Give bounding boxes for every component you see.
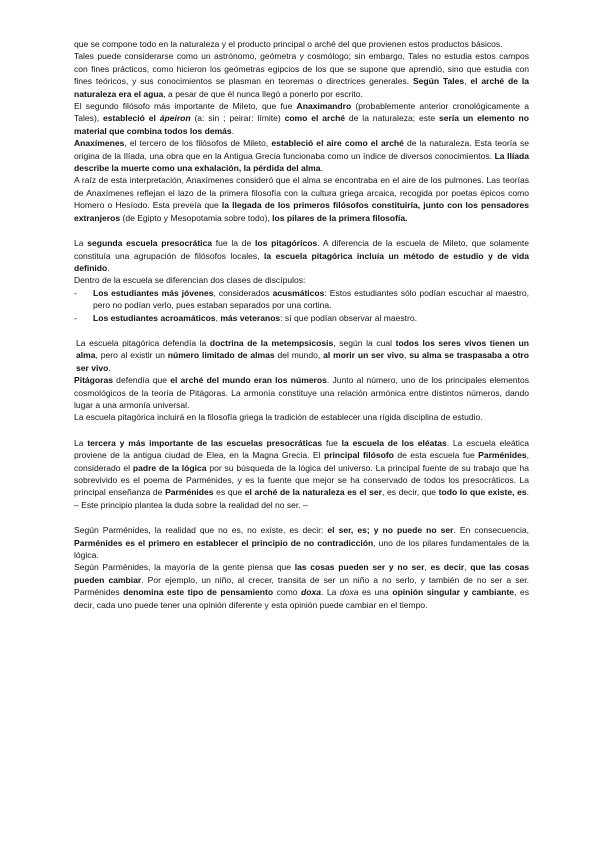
bold-text: Parménides	[165, 487, 214, 498]
text-run: Tales puede considerarse como un astrónomo, geómetra y cosmólogo; sin embargo, Tales no estudia estos campos con fines prácticos, como hicieron los geómetras egipcios de los que se supone que aprendió, sino que estudia con fines teóricos, y sus conocimientos se plasman en teoremas o directrices generales.	[74, 51, 529, 87]
text-run: que se compone todo en la naturaleza y el producto principal o arché del que provienen estos productos básicos.	[74, 39, 503, 49]
bold-text: La Ilíada describe la muerte como una exhalación, la pérdida del alma	[74, 150, 529, 174]
paragraph-anaximander	[74, 100, 529, 137]
text-run: . A diferencia de la escuela de Mileto, que solamente constituía una agrupación de filósofos locales,	[74, 238, 529, 261]
bold-text: los pitagóricos	[255, 238, 318, 249]
list-dash: -	[74, 287, 77, 298]
bold-text: Los estudiantes acroamáticos	[93, 312, 216, 323]
bold-text: todo lo que existe, es	[438, 487, 527, 498]
bold-text: la escuela de los eléatas	[341, 437, 447, 448]
text-run: es que	[213, 487, 245, 498]
text-run: ,	[215, 312, 221, 323]
bold-text: el arché de la naturaleza era el agua	[74, 76, 529, 99]
paragraph-thales-intro-end	[74, 38, 529, 50]
text-run: (a: sin ; peirar: límite)	[190, 113, 285, 124]
text-run: La	[74, 238, 88, 249]
text-run: La	[74, 437, 88, 448]
bold-text: el ser, es; y no puede no ser	[327, 525, 454, 536]
bold-text: doctrina de la metempsicosis	[209, 337, 334, 348]
bold-text: la escuela pitagórica incluía un método de estudio y de vida definido	[74, 250, 529, 273]
list-item-acroamaticos	[74, 312, 529, 324]
bold-text: padre de la lógica	[132, 462, 207, 473]
text-run: defendía que	[112, 375, 171, 386]
text-run: Según Parménides, la realidad que no es, no existe, es decir:	[74, 525, 328, 536]
bold-text: estableció el	[103, 113, 160, 124]
text-run: es una	[358, 587, 393, 598]
paragraph-anaximenes-soul	[74, 174, 529, 224]
paragraph-metempsychosis	[74, 337, 529, 374]
bold-text: tercera y más importante de las escuelas presocráticas	[87, 437, 323, 448]
text-run: El segundo filósofo más importante de Mileto, que fue	[74, 101, 297, 112]
bold-text: el arché de la naturaleza es el ser	[244, 487, 382, 498]
text-run: (de Egipto y Mesopotamia sobre todo),	[120, 212, 273, 223]
text-run: de la naturaleza. Esta teoría se origina de la Ilíada, una obra que en la Antigua Grecia funcionaba como un índice de diversos conocimientos.	[74, 138, 529, 161]
paragraph-pythagorean-discipline	[74, 411, 529, 423]
text-run: ,	[403, 350, 410, 361]
paragraph-anaximenes	[74, 137, 529, 174]
paragraph-parmenides-being	[74, 524, 529, 561]
text-run: , considerados	[213, 287, 273, 298]
bold-text: Según Tales	[412, 76, 465, 87]
text-run: Dentro de la escuela se diferencian dos clases de discípulos:	[74, 275, 306, 286]
bold-text: el arché del mundo eran los números	[170, 375, 327, 386]
bold-text: todos los seres vivos tienen un alma	[76, 337, 529, 361]
text-run: . Por ejemplo, un niño, al crecer, transita de ser un niño a no serlo, y también de no ser a ser. Parménides	[74, 574, 529, 598]
bold-text: sería un elemento no material que combina todos los demás	[74, 113, 529, 136]
text-run: del mundo,	[274, 350, 324, 361]
bold-text: que las cosas pueden cambiar	[74, 562, 530, 585]
list-dash: -	[74, 312, 77, 323]
text-run: ,	[464, 76, 471, 87]
text-run: , a pesar de que él nunca llegó a ponerlo por escrito.	[163, 88, 363, 99]
text-run: ,	[464, 562, 471, 573]
paragraph-pythagoras-numbers	[74, 374, 529, 411]
bold-text: Los estudiantes más jóvenes	[93, 287, 214, 298]
bold-text: más veteranos	[220, 312, 281, 323]
text-run: La escuela pitagórica defendía la	[76, 337, 210, 348]
text-run: .	[107, 262, 110, 273]
bold-text: acusmáticos	[272, 287, 325, 298]
text-run: A raíz de esta interpretación, Anaxímenes consideró que el alma se encontraba en el aire de los pulmones. Las teorías de Anaxímenes reflejan el lazo de la primera filosofía con la cultura griega arcaica, recogida por poetas épicos como Homero o Hesíodo. Esta preveía que	[74, 175, 529, 211]
list-item-acusmaticos	[74, 287, 529, 312]
bold-text: su alma se traspasaba a otro ser vivo	[76, 350, 529, 373]
text-run: .	[108, 362, 111, 373]
paragraph-parmenides-doxa	[74, 561, 529, 611]
paragraph-pythagoreans	[74, 237, 529, 274]
text-run: , considerado el	[74, 450, 529, 473]
disciples-list	[74, 287, 529, 324]
bold-text: los pilares de la primera filosofía.	[272, 212, 408, 223]
text-run: ,	[424, 562, 431, 573]
paragraph-thales	[74, 50, 529, 100]
text-run: La escuela pitagórica incluirá en la filosofía griega la tradición de establecer una rígida disciplina de estudio.	[74, 412, 483, 423]
text-run: , uno de los pilares fundamentales de la lógica.	[74, 537, 529, 561]
text-run: fue la de	[212, 238, 256, 249]
bold-text: las cosas pueden ser y no ser	[294, 562, 425, 573]
paragraph-disciples-intro	[74, 274, 529, 286]
list-item-text	[93, 313, 417, 323]
paragraph-eleatics	[74, 437, 529, 511]
text-run: , es decir, cada uno puede tener una opinión diferente y esta opinión puede cambiar en el tiempo.	[74, 587, 529, 610]
text-run: . La	[320, 587, 340, 598]
list-item-text	[93, 288, 529, 310]
text-run: (probablemente anterior cronológicamente a Tales),	[74, 101, 529, 124]
bold-text: opinión singular y cambiante	[392, 587, 515, 598]
bold-text: denomina este tipo de pensamiento	[123, 587, 274, 598]
bold-text: número limitado de almas	[167, 350, 275, 361]
italic-text: doxa	[339, 587, 359, 598]
text-run: . Junto al número, uno de los principales elementos cosmológicos de la teoría de Pitágoras. La armonía constituye una relación armónica entre distintos números, dando lugar a una armonía universal.	[74, 375, 529, 410]
text-run: .	[231, 125, 235, 136]
text-run: .	[320, 163, 323, 174]
bold-text: es decir	[430, 562, 465, 573]
bold-text: segunda escuela presocrática	[87, 238, 213, 249]
bold-text: como el arché	[284, 113, 346, 124]
bold-text: Anaximandro	[296, 101, 352, 112]
text-run: Según Parménides, la mayoría de la gente piensa que	[74, 562, 295, 573]
bold-text: la llegada de los primeros filósofos constituiría, junto con los pensadores extranjeros	[74, 200, 529, 223]
text-run: por su búsqueda de la lógica del universo. La principal fuente de su trabajo que ha sobrevivido es el poema de Parménides, y es la fuente que mejor se ha conservado de todos los presocráticos. La principal enseñanza de	[74, 462, 530, 498]
text-run: , según la cual	[333, 337, 396, 348]
bold-text: Parménides es el primero en establecer el principio de no contradicción	[74, 537, 374, 548]
bold-text	[301, 587, 321, 597]
bold-text	[160, 113, 191, 123]
bold-text: Parménides	[478, 450, 527, 461]
bold-text: Pitágoras	[74, 375, 113, 386]
bold-text: al morir un ser vivo	[323, 350, 404, 361]
text-run: . – Este principio plantea la duda sobre la realidad del no ser. –	[74, 487, 529, 510]
text-run: . En consecuencia,	[453, 525, 530, 536]
text-run: : Estos estudiantes sólo podían escuchar al maestro, pero no podían verlo, pues estaban separados por una cortina.	[93, 287, 529, 311]
text-run: de esta escuela fue	[393, 450, 479, 461]
text-run: como	[273, 587, 302, 598]
emphasis-text: ápeiron	[159, 113, 191, 124]
bold-text: principal filósofo	[323, 450, 394, 461]
text-run: , es decir, que	[382, 487, 439, 498]
text-run: fue	[322, 437, 342, 448]
emphasis-text: doxa	[301, 587, 321, 598]
text-run: de la naturaleza; este	[345, 113, 439, 124]
text-run: , el tercero de los filósofos de Mileto,	[124, 138, 272, 149]
bold-text: Anaxímenes	[74, 138, 125, 149]
bold-text: estableció el aire como el arché	[271, 138, 404, 149]
text-run: . La escuela eleática proviene de la antigua ciudad de Elea, en la Magna Grecia. El	[74, 437, 529, 461]
text-run: , pero al existir un	[95, 350, 168, 361]
text-run: : sí que podían observar al maestro.	[280, 312, 418, 323]
